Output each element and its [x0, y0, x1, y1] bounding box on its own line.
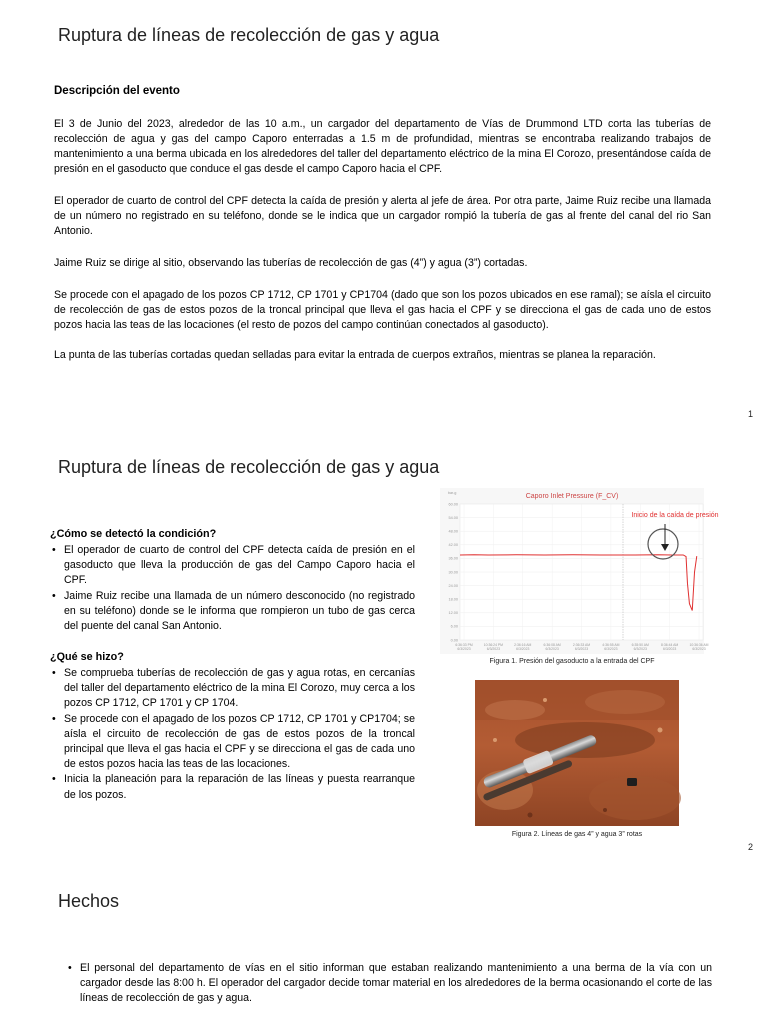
x-axis-ticks — [455, 643, 708, 651]
paragraph: La punta de las tuberías cortadas quedan selladas para evitar la entrada de cuerpos extraños, mientras se planea la reparación. — [54, 349, 656, 361]
y-tick-label: 6.00 — [450, 624, 458, 629]
event-description-heading: Descripción del evento — [54, 85, 180, 97]
list-item: • Se procede con el apagado de los pozos CP 1712, CP 1701 y CP1704; se aísla el circuito de recolección de gas de estos pozos de la troncal principal que lleva el gas hacia el CPF y se direcciona el gas de cada uno de estos pozos hacia las teas de las locaciones. — [50, 712, 415, 773]
detection-list — [50, 543, 415, 634]
y-tick-label: 60.00 — [448, 502, 458, 507]
paragraph: Jaime Ruiz se dirige al sitio, observando las tuberías de recolección de gas (4”) y agua (3”) cortadas. — [54, 257, 528, 269]
x-tick-label: 2:36:33 AM 6/3/2023 — [572, 643, 591, 651]
slide-3-title: Hechos — [58, 891, 120, 911]
y-tick-label: 30.00 — [448, 570, 458, 575]
list-item: • Se comprueba tuberías de recolección de gas y agua rotas, en cercanías del taller del departamento eléctrico de la mina El Corozo, muy cerca a los pozos CP 1712, CP 1701 y CP 1704. — [50, 666, 415, 712]
actions-list — [50, 666, 415, 803]
list-item: • Jaime Ruiz recibe una llamada de un número desconocido (no registrado en su teléfono) donde se le informa que rompieron un tubo de gas cerca del puente del canal San Antonio. — [50, 589, 415, 635]
y-tick-label: 12.00 — [448, 611, 458, 616]
slide-1-title: Ruptura de líneas de recolección de gas y agua — [58, 25, 440, 45]
chart-title: Caporo Inlet Pressure (F_CV) — [525, 493, 619, 500]
x-tick-label: 6:35:50 AM 6/3/2023 — [631, 643, 649, 651]
figure-2-caption: Figura 2. Líneas de gas 4” y agua 3” rotas — [511, 831, 643, 838]
list-item: • Inicia la planeación para la reparación de las líneas y puesta rearranque de los pozos. — [50, 772, 415, 802]
y-tick-label: 18.00 — [448, 597, 458, 602]
paragraph: Se procede con el apagado de los pozos CP 1712, CP 1701 y CP1704 (dado que son los pozos ubicados en ese ramal); se aísla el circuito de recolección de gas de estos pozos de la troncal principal que lleva el gas hacia el CPF y se direcciona el gas de cada uno de estos pozos hacia las teas de las locaciones (el resto de pozos del campo continúan conectados al gasoducto). — [54, 289, 711, 331]
small-object — [627, 778, 637, 786]
page-number: 1 — [748, 409, 754, 419]
figure-1-caption: Figura 1. Presión del gasoducto a la entrada del CPF — [489, 658, 655, 665]
pressure-drop-annotation: Inicio de la caída de presión — [631, 512, 719, 519]
x-tick-label: 6:36:33 PM 6/3/2023 — [455, 643, 473, 651]
y-tick-label: 0.00 — [450, 638, 458, 643]
x-tick-label: 10:36:36 AM 6/3/2023 — [689, 643, 709, 651]
y-tick-label: 48.00 — [448, 529, 458, 534]
page-number: 2 — [748, 842, 754, 852]
y-tick-label: 42.00 — [448, 543, 458, 548]
y-tick-label: 54.00 — [448, 515, 458, 520]
what-was-done-heading: ¿Qué se hizo? — [50, 651, 124, 663]
list-item: • El operador de cuarto de control del CPF detecta caída de presión en el gasoducto que lleva la producción de gas del Campo Caporo hacia el CPF. — [50, 543, 415, 589]
list-item: • El personal del departamento de vías en el sitio informan que estaban realizando mantenimiento a una berma de la vía con un cargador desde las 8:00 h. El operador del cargador decide tomar material en los alrededores de la berma ocasionando el corte de las líneas de recolección de gas y agua. — [66, 961, 712, 1006]
x-tick-label: 8:36:44 AM 6/3/2023 — [661, 643, 679, 651]
y-tick-label: 36.00 — [448, 556, 458, 561]
paragraph: El operador de cuarto de control del CPF detecta la caída de presión y alerta al jefe de área. Por otra parte, Jaime Ruiz recibe una llamada de un número no registrado en su teléfono, donde se le indica que un cargador rompió la tubería de gas al frente del canal del rio San Antonio. — [54, 195, 711, 237]
pressure-chart — [440, 488, 719, 654]
broken-pipes-photo — [475, 680, 679, 826]
x-tick-label: 2:36:16 AM 6/3/2023 — [514, 643, 532, 651]
x-tick-label: 6:36:08 AM 6/3/2023 — [543, 643, 561, 651]
y-tick-label: 24.00 — [448, 583, 458, 588]
x-tick-label: 10:36:24 PM 6/3/2023 — [483, 643, 503, 651]
slide-2-title: Ruptura de líneas de recolección de gas y agua — [58, 457, 440, 477]
y-unit-label: bar-g — [448, 491, 457, 495]
how-detected-heading: ¿Cómo se detectó la condición? — [50, 528, 217, 540]
paragraph: El 3 de Junio del 2023, alrededor de las 10 a.m., un cargador del departamento de Vías de Drummond LTD corta las tuberías de recolección de agua y gas del campo Caporo enterradas a 1.5 m de profundidad, mientras se encontraba realizando trabajos de mantenimiento a una berma ubicada en los alrededores del taller del departamento eléctrico de la mina El Corozo, presentándose caída de presión en el gasoducto que conduce el gas desde el campo Caporo hacia el CPF. — [54, 118, 711, 175]
x-tick-label: 4:36:55 AM 6/3/2023 — [602, 643, 620, 651]
facts-list — [66, 961, 712, 1006]
